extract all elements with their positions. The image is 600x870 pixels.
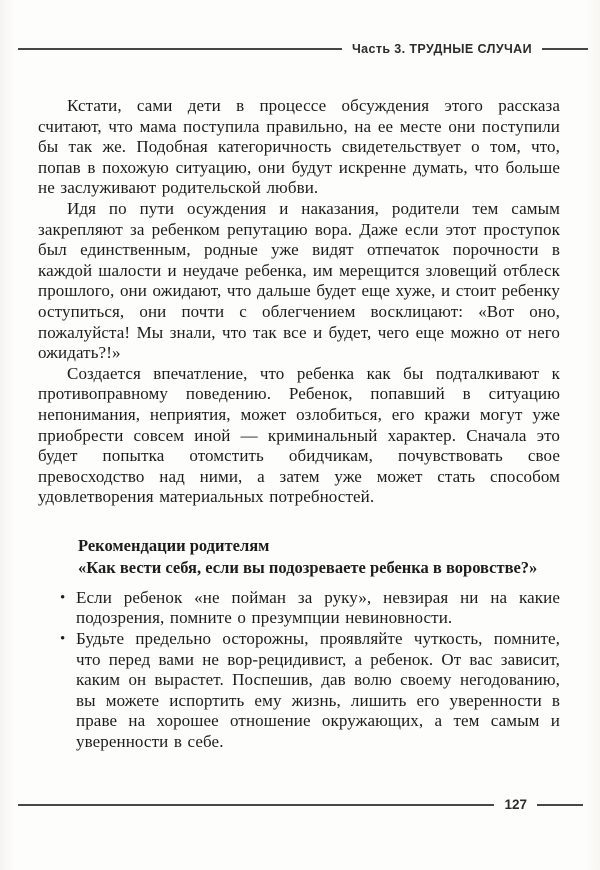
list-item <box>60 588 560 629</box>
header-rule-right <box>542 48 588 50</box>
list-item <box>60 629 560 753</box>
paragraph: Создается впечатление, что ребенка как бы подталкивают к противоправному поведению. Ребенок, попавший в ситуацию непонимания, неприятия, может озлобиться, его кражи могут уже приобрести совсем иной — криминальный характер. Сначала это будет попытка отомстить обидчикам, почувствовать свое превосходство над ними, а затем уже может стать способом удовлетворения материальных потребностей. <box>38 363 560 507</box>
page-number: 127 <box>504 797 527 812</box>
chapter-heading: Часть 3. ТРУДНЫЕ СЛУЧАИ <box>351 42 532 56</box>
list-item-text: Если ребенок «не пойман за руку», невзирая ни на какие подозрения, помните о презумпции невиновности. <box>76 587 560 628</box>
header-rule-left <box>18 48 342 50</box>
paragraph: Кстати, сами дети в процессе обсуждения этого рассказа считают, что мама поступила правильно, на ее месте они поступили бы так же. Подобная категоричность свидетельствует о том, что, попав в похожую ситуацию, они будут искренне думать, что больше не заслуживают родительской любви. <box>38 96 560 198</box>
section-heading-line2: «Как вести себя, если вы подозреваете ребенка в воровстве?» <box>78 557 538 577</box>
section-heading <box>78 535 560 579</box>
paragraph: Идя по пути осуждения и наказания, родители тем самым закрепляют за ребенком репутацию вора. Даже если этот проступок был единственным, родные уже видят отпечаток порочности в каждой шалости и неудаче ребенка, им мерещится зловещий отблеск прошлого, они ожидают, что дальше будет еще хуже, и стоит ребенку оступиться, они почти с облегчением восклицают: «Вот оно, пожалуйста! Мы знали, что так все и будет, чего еще можно от него ожидать?!» <box>38 198 560 363</box>
page-header <box>18 42 588 56</box>
page-footer <box>18 797 583 812</box>
recommendations-list <box>38 588 560 753</box>
page-content <box>38 96 560 753</box>
bullet-icon: • <box>60 631 66 648</box>
list-item-text: Будьте предельно осторожны, проявляйте чуткость, помните, что перед вами не вор-рецидивист, а ребенок. От вас зависит, каким он вырастет. Поспешив, дав волю своему негодованию, вы можете испортить ему жизнь, лишить его уверенности в праве на хорошее отношение окружающих, а тем самым и уверенности в себе. <box>76 629 560 752</box>
footer-rule-left <box>18 804 494 806</box>
section-heading-line1: Рекомендации родителям <box>78 535 270 555</box>
bullet-icon: • <box>60 589 66 606</box>
footer-rule-right <box>537 804 583 806</box>
